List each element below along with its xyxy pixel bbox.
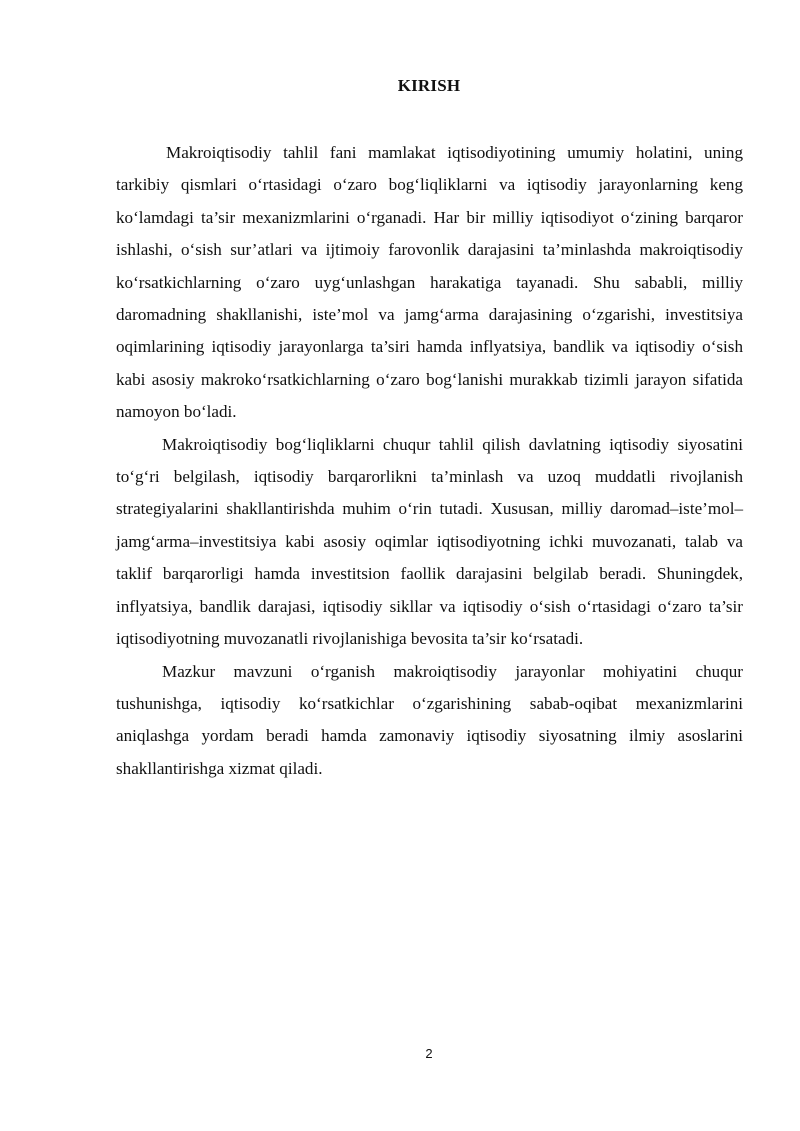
paragraph-2: Makroiqtisodiy bog‘liqliklarni chuqur tahlil qilish davlatning iqtisodiy siyosatini to‘g‘ri belgilash, iqtisodiy barqarorlikni ta’minlash va uzoq muddatli rivojlanish strategiyalarini shakllantirishda muhim o‘rin tutadi. Xususan, milliy daromad–iste’mol–jamg‘arma–investitsiya kabi asosiy oqimlar iqtisodiyotning ichki muvozanati, talab va taklif barqarorligi hamda investitsion faollik darajasini belgilab beradi. Shuningdek, inflyatsiya, bandlik darajasi, iqtisodiy sikllar va iqtisodiy o‘sish o‘rtasidagi o‘zaro ta’sir iqtisodiyotning muvozanatli rivojlanishiga bevosita ta’sir ko‘rsatadi. bbox=[116, 434, 743, 649]
paragraph-3: Mazkur mavzuni o‘rganish makroiqtisodiy jarayonlar mohiyatini chuqur tushunishga, iqtisodiy ko‘rsatkichlar o‘zgarishining sabab-oqibat mexanizmlarini aniqlashga yordam beradi hamda zamonaviy iqtisodiy siyosatning ilmiy asoslarini shakllantirishga xizmat qiladi. bbox=[116, 661, 743, 778]
body-text bbox=[116, 137, 743, 785]
section-heading: KIRISH bbox=[397, 76, 461, 95]
page-number: 2 bbox=[425, 1046, 433, 1061]
paragraph-1: Makroiqtisodiy tahlil fani mamlakat iqtisodiyotining umumiy holatini, uning tarkibiy qismlari o‘rtasidagi o‘zaro bog‘liqliklarni va iqtisodiy jarayonlarning keng ko‘lamdagi ta’sir mexanizmlarini o‘rganadi. Har bir milliy iqtisodiyot o‘zining barqaror ishlashi, o‘sish sur’atlari va ijtimoiy farovonlik darajasini ta’minlashda makroiqtisodiy ko‘rsatkichlarning o‘zaro uyg‘unlashgan harakatiga tayanadi. Shu sababli, milliy daromadning shakllanishi, iste’mol va jamg‘arma darajasining o‘zgarishi, investitsiya oqimlarining iqtisodiy jarayonlarga ta’siri hamda inflyatsiya, bandlik va iqtisodiy o‘sish kabi asosiy makroko‘rsatkichlarning o‘zaro bog‘lanishi murakkab tizimli jarayon sifatida namoyon bo‘ladi. bbox=[116, 143, 743, 422]
